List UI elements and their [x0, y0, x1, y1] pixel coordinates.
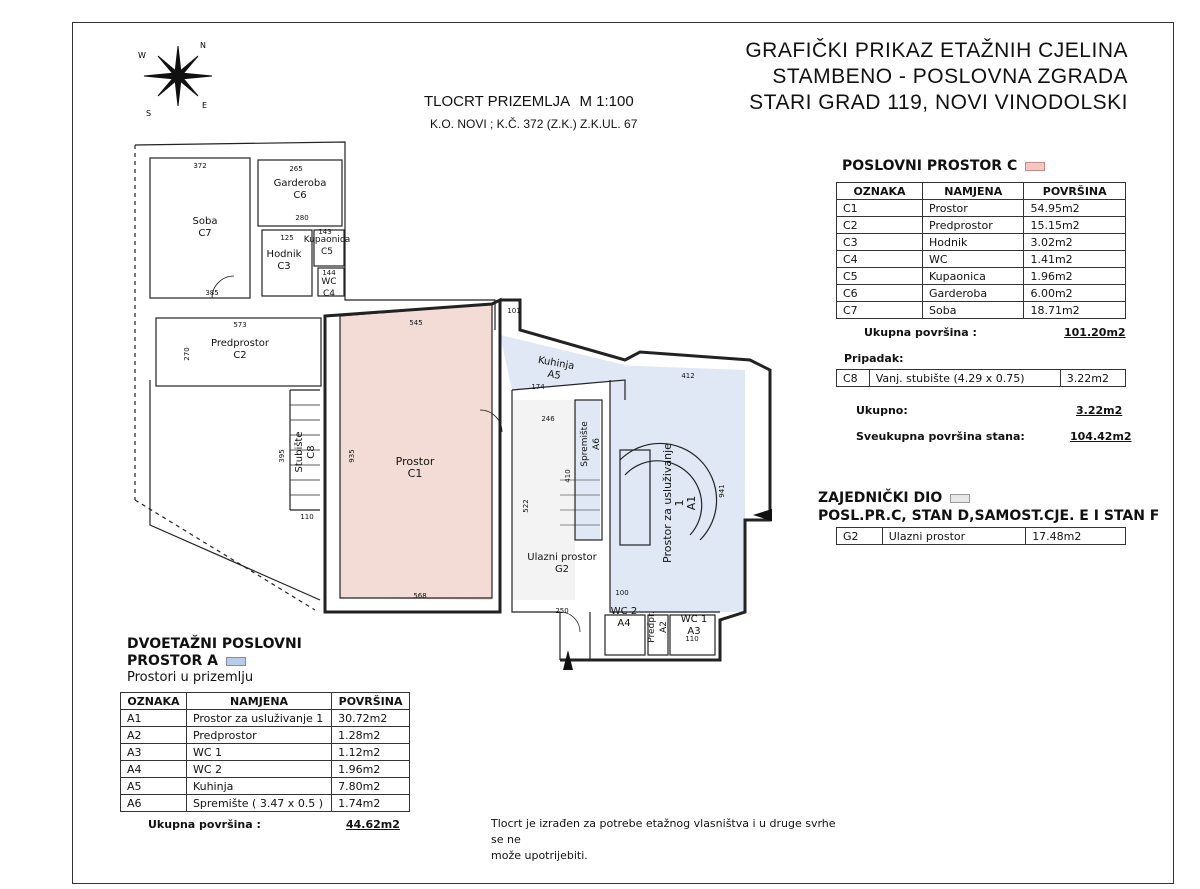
room-prostor-text: Prostor	[395, 455, 435, 468]
dim-143: 143	[318, 228, 332, 236]
sveukupno-value: 104.42m2	[1070, 430, 1132, 443]
table-row	[837, 302, 1126, 319]
prostor-c-title	[842, 158, 1045, 174]
room-wc1-text: WC 1	[680, 614, 708, 625]
dim-101: 101	[507, 307, 521, 315]
dim-522: 522	[522, 499, 530, 513]
compass-e: E	[202, 101, 208, 110]
table-row	[121, 727, 410, 744]
ukupno-label: Ukupno:	[856, 404, 908, 417]
dim-110b: 110	[685, 635, 699, 643]
room-g2-code: G2	[554, 564, 570, 575]
cell: 1.74m2	[332, 795, 410, 812]
room-c5-code: C5	[320, 247, 333, 257]
cell: Garderoba	[923, 285, 1024, 302]
room-c6-code: C6	[293, 190, 307, 201]
room-hodnik-text: Hodnik	[266, 249, 302, 260]
room-a4-label	[606, 606, 642, 630]
room-c2-label	[200, 338, 280, 362]
cell: A5	[121, 778, 187, 795]
cell: Prostor	[923, 200, 1024, 217]
zajednicki-title-text: ZAJEDNIČKI DIO	[818, 490, 943, 506]
zajednicki-title	[818, 490, 970, 506]
dim-174: 174	[531, 383, 545, 391]
table-header	[121, 693, 410, 710]
table-row	[837, 268, 1126, 285]
plan-scale: M 1:100	[579, 93, 634, 110]
cell: A4	[121, 761, 187, 778]
room-c2-code: C2	[233, 350, 247, 361]
prostor-a-total-label: Ukupna površina :	[148, 818, 261, 831]
room-a6-label	[579, 409, 603, 479]
dim-568: 568	[413, 592, 427, 600]
room-c8-label	[294, 422, 318, 482]
cell: Hodnik	[923, 234, 1024, 251]
dim-144: 144	[322, 269, 336, 277]
dim-545: 545	[409, 319, 423, 327]
cell: A1	[121, 710, 187, 727]
room-garderoba-text: Garderoba	[273, 178, 327, 189]
cell: Spremište ( 3.47 x 0.5 )	[186, 795, 331, 812]
room-c6-label	[270, 178, 330, 202]
cell: 17.48m2	[1026, 528, 1126, 545]
cell: C2	[837, 217, 923, 234]
room-a2-label	[646, 607, 670, 647]
room-kupaonica-text: Kupaonica	[303, 235, 351, 245]
dim-573: 573	[233, 321, 247, 329]
room-c1-fill	[340, 304, 492, 600]
dim-410: 410	[564, 469, 572, 483]
room-predpr-text: Predpr.	[647, 611, 657, 643]
prostor-a-total-value: 44.62m2	[346, 818, 400, 831]
prostor-a-swatch	[226, 657, 246, 666]
cell: Kupaonica	[923, 268, 1024, 285]
room-c8-code: C8	[306, 445, 317, 459]
dim-395: 395	[278, 449, 286, 463]
dim-270: 270	[183, 347, 191, 361]
prostor-a-title: DVOETAŽNI POSLOVNI	[127, 636, 302, 652]
cell: G2	[837, 528, 883, 545]
dim-246: 246	[541, 415, 555, 423]
col-namjena: NAMJENA	[923, 183, 1024, 200]
table-row	[121, 744, 410, 761]
room-a1-code: A1	[685, 495, 698, 511]
cell: C8	[837, 370, 870, 387]
cell: 1.96m2	[1024, 268, 1126, 285]
cell: WC 2	[186, 761, 331, 778]
dim-372: 372	[193, 162, 207, 170]
cell: C7	[837, 302, 923, 319]
room-c3-code: C3	[277, 261, 291, 272]
usage-note-line-1: Tlocrt je izrađen za potrebe etažnog vlasništva i u druge svrhe se ne	[491, 817, 836, 846]
room-wc2-text: WC 2	[610, 606, 638, 617]
dim-941: 941	[718, 484, 726, 498]
cell: 1.12m2	[332, 744, 410, 761]
room-a2-code: A2	[659, 621, 669, 633]
cell: WC	[923, 251, 1024, 268]
dim-250: 250	[555, 607, 569, 615]
prostor-a-title-text: PROSTOR A	[127, 653, 218, 669]
zajednicki-subtitle: POSL.PR.C, STAN D,SAMOST.CJE. E I STAN F	[818, 508, 1160, 524]
cell: 54.95m2	[1024, 200, 1126, 217]
table-row	[837, 234, 1126, 251]
table-row	[121, 795, 410, 812]
pripadak-table	[836, 369, 1126, 387]
cell: Prostor za usluživanje 1	[186, 710, 331, 727]
cell: 1.41m2	[1024, 251, 1126, 268]
cell: C1	[837, 200, 923, 217]
sveukupno-label: Sveukupna površina stana:	[856, 430, 1025, 443]
room-c1-label	[385, 456, 445, 480]
table-row	[121, 778, 410, 795]
compass-n: N	[200, 41, 206, 50]
usage-note	[491, 816, 851, 864]
pripadak-label: Pripadak:	[844, 352, 904, 365]
cell: 18.71m2	[1024, 302, 1126, 319]
title-line-3: STARI GRAD 119, NOVI VINODOLSKI	[749, 91, 1128, 114]
title-line-2: STAMBENO - POSLOVNA ZGRADA	[772, 65, 1128, 88]
room-a6-code: A6	[592, 438, 602, 450]
table-row	[837, 370, 1126, 387]
room-a3-code: A3	[687, 626, 701, 637]
dim-100: 100	[615, 589, 629, 597]
dim-412: 412	[681, 372, 695, 380]
room-prostor-usl-text: Prostor za usluživanje 1	[661, 443, 686, 563]
cell: Kuhinja	[186, 778, 331, 795]
cell: C4	[837, 251, 923, 268]
col-namjena: NAMJENA	[186, 693, 331, 710]
usage-note-line-2: može upotrijebiti.	[491, 849, 588, 862]
compass-s: S	[146, 109, 152, 118]
cell: 1.28m2	[332, 727, 410, 744]
compass-w: W	[138, 51, 146, 60]
col-oznaka: OZNAKA	[121, 693, 187, 710]
room-c4-code: C4	[322, 289, 335, 299]
table-row	[837, 217, 1126, 234]
cell: 30.72m2	[332, 710, 410, 727]
room-c4-label	[316, 276, 342, 300]
table-row	[837, 528, 1126, 545]
dim-935: 935	[348, 449, 356, 463]
room-c7-label	[180, 216, 230, 240]
plan-title: TLOCRT PRIZEMLJA	[424, 93, 570, 110]
cell: 7.80m2	[332, 778, 410, 795]
cell: 3.22m2	[1060, 370, 1125, 387]
prostor-c-swatch	[1025, 162, 1045, 171]
table-row	[837, 285, 1126, 302]
prostor-c-table	[836, 182, 1126, 319]
cell: Soba	[923, 302, 1024, 319]
table-header	[837, 183, 1126, 200]
prostor-a-subtitle: Prostori u prizemlju	[127, 670, 254, 685]
cell: Predprostor	[186, 727, 331, 744]
room-ulazni-text: Ulazni prostor	[527, 552, 597, 563]
prostor-a-table	[120, 692, 410, 812]
cell: 3.02m2	[1024, 234, 1126, 251]
col-povrsina: POVRŠINA	[1024, 183, 1126, 200]
room-g2-label	[520, 552, 604, 576]
cell: C3	[837, 234, 923, 251]
cell: WC 1	[186, 744, 331, 761]
room-a5-code: A5	[546, 368, 562, 382]
col-oznaka: OZNAKA	[837, 183, 923, 200]
table-row	[837, 200, 1126, 217]
dim-110: 110	[300, 513, 314, 521]
dim-385: 385	[205, 289, 219, 297]
cell: Vanj. stubište (4.29 x 0.75)	[869, 370, 1060, 387]
cell: 6.00m2	[1024, 285, 1126, 302]
dim-125: 125	[280, 234, 294, 242]
cell: C6	[837, 285, 923, 302]
cell: A2	[121, 727, 187, 744]
room-a1-label	[662, 443, 698, 563]
cell: C5	[837, 268, 923, 285]
room-predprostor-text: Predprostor	[211, 338, 269, 349]
table-row	[121, 761, 410, 778]
room-c1-code: C1	[407, 467, 423, 480]
room-c3-label	[262, 249, 306, 273]
cadastre-reference: K.O. NOVI ; K.Č. 372 (Z.K.) Z.K.UL. 67	[430, 117, 638, 131]
col-povrsina: POVRŠINA	[332, 693, 410, 710]
title-line-1: GRAFIČKI PRIKAZ ETAŽNIH CJELINA	[745, 39, 1128, 62]
zajednicki-swatch	[950, 494, 970, 503]
ukupno-value: 3.22m2	[1076, 404, 1123, 417]
room-c7-code: C7	[198, 228, 212, 239]
room-soba-text: Soba	[192, 216, 218, 227]
room-stubiste-text: Stubište	[294, 431, 305, 473]
table-row	[837, 251, 1126, 268]
prostor-c-total-label: Ukupna površina :	[864, 326, 977, 339]
cell: 15.15m2	[1024, 217, 1126, 234]
prostor-a-title-2	[127, 653, 246, 669]
room-kuhinja-text: Kuhinja	[537, 354, 576, 373]
room-wc-text: WC	[321, 277, 337, 287]
cell: Predprostor	[923, 217, 1024, 234]
cell: A6	[121, 795, 187, 812]
prostor-c-total-value: 101.20m2	[1064, 326, 1126, 339]
room-spremiste-text: Spremište	[580, 421, 590, 467]
dim-280: 280	[295, 214, 309, 222]
dim-265: 265	[289, 165, 303, 173]
cell: Ulazni prostor	[882, 528, 1025, 545]
table-row	[121, 710, 410, 727]
cell: 1.96m2	[332, 761, 410, 778]
prostor-c-title-text: POSLOVNI PROSTOR C	[842, 158, 1018, 174]
cell: A3	[121, 744, 187, 761]
room-a4-code: A4	[617, 618, 631, 629]
zajednicki-table	[836, 527, 1126, 545]
